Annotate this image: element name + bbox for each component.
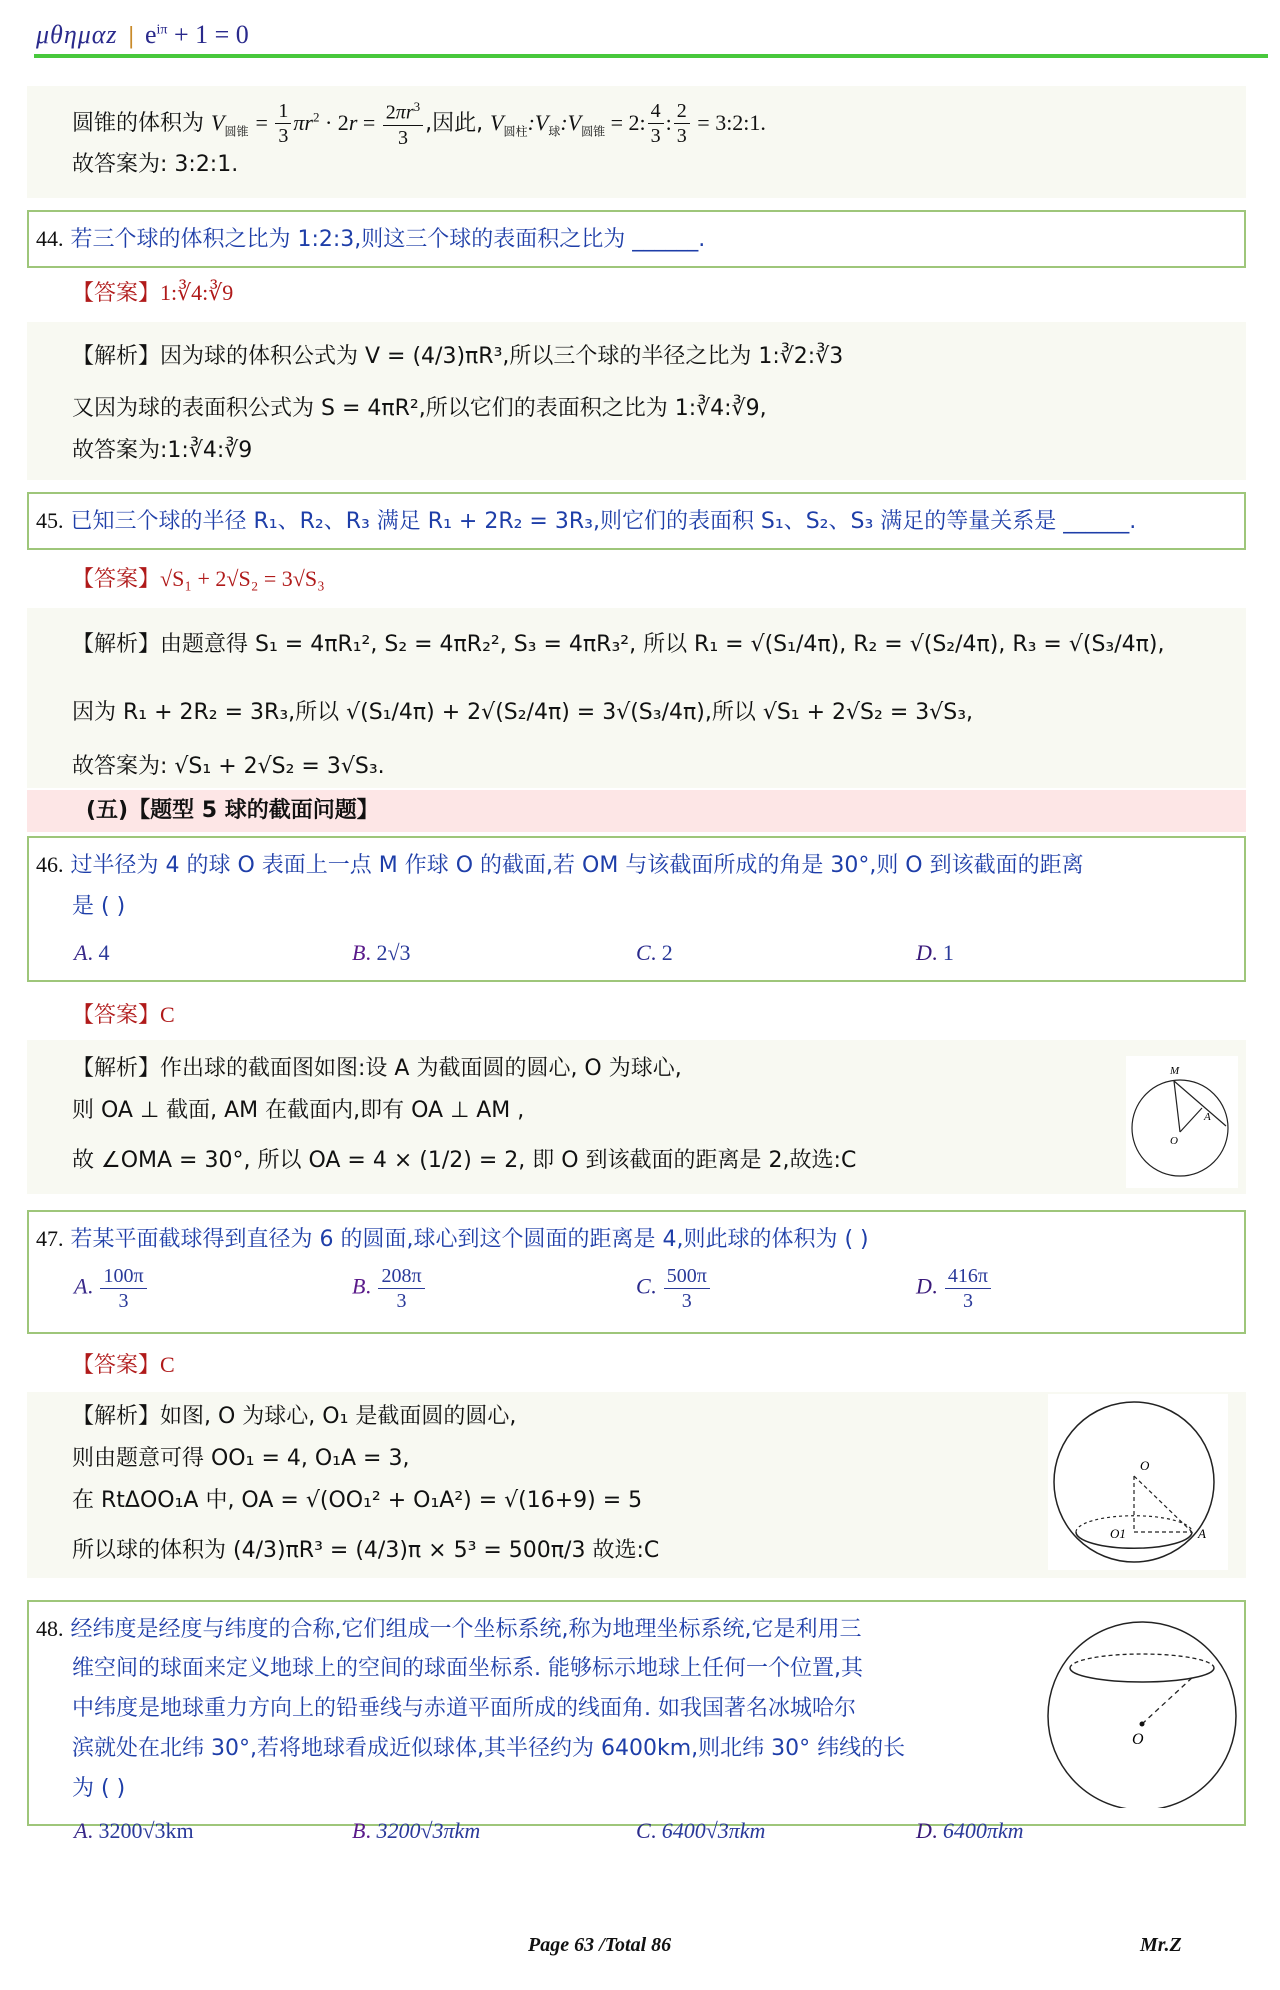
question-48-line-1: 48. 经纬度是经度与纬度的合称,它们组成一个坐标系统,称为地理坐标系统,它是利用三 [36,1616,862,1642]
question-45: 45. 已知三个球的半径 R₁、R₂、R₃ 满足 R₁ + 2R₂ = 3R₃,则它们的表面积 S₁、S₂、S₃ 满足的等量关系是 ______. [36,508,1137,534]
answer-46: 【答案】C [72,1002,175,1028]
question-44: 44. 若三个球的体积之比为 1:2:3,则这三个球的表面积之比为 ______. [36,226,706,252]
option-48-a[interactable]: A. 3200√3km [74,1818,194,1843]
analysis-47-line-3: 在 RtΔOO₁A 中, OA = √(OO₁² + O₁A²) = √(16+9) = 5 [72,1488,643,1513]
option-48-b[interactable]: B. 3200√3πkm [352,1818,481,1843]
svg-text:A: A [1204,1111,1211,1123]
analysis-45-line-1: 【解析】由题意得 S₁ = 4πR₁², S₂ = 4πR₂², S₃ = 4πR₃², 所以 R₁ = √(S₁/4π), R₂ = √(S₂/4π), R₃ = √(S₃/4π), [72,632,1165,657]
option-47-b[interactable]: B. $\frac{208\pi}{3}$ [352,1266,427,1311]
analysis-45-line-2: 因为 R₁ + 2R₂ = 3R₃,所以 √(S₁/4π) + 2√(S₂/4π) = 3√(S₃/4π),所以 √S₁ + 2√S₂ = 3√S₃, [72,700,974,725]
analysis-47-line-4: 所以球的体积为 (4/3)πR³ = (4/3)π × 5³ = 500π/3 故选:C [72,1538,660,1563]
answer-44: 【答案】1:∛4:∛9 [72,280,234,306]
question-48-line-3: 中纬度是地球重力方向上的铅垂线与赤道平面所成的线面角. 如我国著名冰城哈尔 [72,1696,856,1721]
analysis-46-line-3: 故 ∠OMA = 30°, 所以 OA = 4 × (1/2) = 2, 即 O 到该截面的距离是 2,故选:C [72,1148,857,1173]
figure-48-latitude-sphere [1044,1612,1240,1808]
fraction: $\frac{2\pi r^3}{3}$ [383,100,423,148]
svg-text:O: O [1140,1458,1150,1473]
svg-text:O: O [1132,1731,1144,1748]
brand-logo: μθημαz [36,20,118,49]
option-46-a[interactable]: A. 4 [74,940,110,965]
analysis-45-line-3: 故答案为: √S₁ + 2√S₂ = 3√S₃. [72,754,385,779]
euler-identity: $e^{i\pi} + 1 = 0$ [144,20,249,49]
fraction: $\frac{2}{3}$ [674,101,690,146]
option-47-d[interactable]: D. $\frac{416\pi}{3}$ [916,1266,993,1311]
option-47-a[interactable]: A. $\frac{100\pi}{3}$ [74,1266,149,1311]
fraction: $\frac{1}{3}$ [275,101,291,146]
analysis-46-line-2: 则 OA ⊥ 截面, AM 在截面内,即有 OA ⊥ AM , [72,1098,525,1123]
option-47-c[interactable]: C. $\frac{500\pi}{3}$ [636,1266,712,1311]
question-46-line-1: 46. 过半径为 4 的球 O 表面上一点 M 作球 O 的截面,若 OM 与该截面所成的角是 30°,则 O 到该截面的距离 [36,852,1084,878]
svg-text:A: A [1198,1526,1206,1541]
analysis-44-line-3: 故答案为:1:∛4:∛9 [72,438,253,463]
footer-author: Mr.Z [1140,1934,1182,1956]
option-46-b[interactable]: B. 2√3 [352,940,411,965]
svg-text:O: O [1170,1135,1178,1147]
analysis-44-line-1: 【解析】因为球的体积公式为 V = (4/3)πR³,所以三个球的半径之比为 1:∛2:∛3 [72,344,844,369]
option-46-d[interactable]: D. 1 [916,940,954,965]
analysis-47-line-2: 则由题意可得 OO₁ = 4, O₁A = 3, [72,1446,410,1471]
figure-47-sphere-section [1048,1394,1228,1570]
prev-solution-line-2: 故答案为: 3:2:1. [72,152,239,177]
question-48-line-4: 滨就处在北纬 30°,若将地球看成近似球体,其半径约为 6400km,则北纬 30° 纬线的长 [72,1736,906,1761]
analysis-44-line-2: 又因为球的表面积公式为 S = 4πR²,所以它们的表面积之比为 1:∛4:∛9, [72,396,767,421]
svg-text:O1: O1 [1110,1526,1126,1541]
question-48-line-2: 维空间的球面来定义地球上的空间的球面坐标系. 能够标示地球上任何一个位置,其 [72,1656,863,1681]
question-48-line-5: 为 ( ) [72,1776,126,1801]
fraction: $\frac{4}{3}$ [648,101,664,146]
analysis-47-line-1: 【解析】如图, O 为球心, O₁ 是截面圆的圆心, [72,1404,517,1429]
analysis-46-line-1: 【解析】作出球的截面图如图:设 A 为截面圆的圆心, O 为球心, [72,1056,682,1081]
header-rule [34,54,1268,58]
option-48-d[interactable]: D. 6400πkm [916,1818,1024,1843]
prev-solution-line-1: 圆锥的体积为 $V_{圆锥}$ = $\frac{1}{3}$ $\pi r^2 \cdot 2r$ = $\frac{2\pi r^3}{3}$ ,因此, $V_{圆柱}:V_球:V_{圆锥} = 2$: $\frac{4}{3}$ : $\frac{2}{3}$ = 3:2:1. [72,99,766,149]
question-47: 47. 若某平面截球得到直径为 6 的圆面,球心到这个圆面的距离是 4,则此球的体积为 ( ) [36,1226,869,1252]
answer-45: 【答案】√S₁ + 2√S₂ = 3√S₃ [72,566,325,592]
question-46-line-2: 是 ( ) [72,894,126,919]
answer-47: 【答案】C [72,1352,175,1378]
option-46-c[interactable]: C. 2 [636,940,673,965]
section-title: (五)【题型 5 球的截面问题】 [86,798,379,823]
option-48-c[interactable]: C. 6400√3πkm [636,1818,766,1843]
figure-46-sphere-section [1126,1056,1238,1188]
page-number: Page 63 /Total 86 [528,1934,672,1956]
header-separator: | [127,24,135,49]
svg-text:M: M [1170,1065,1180,1077]
